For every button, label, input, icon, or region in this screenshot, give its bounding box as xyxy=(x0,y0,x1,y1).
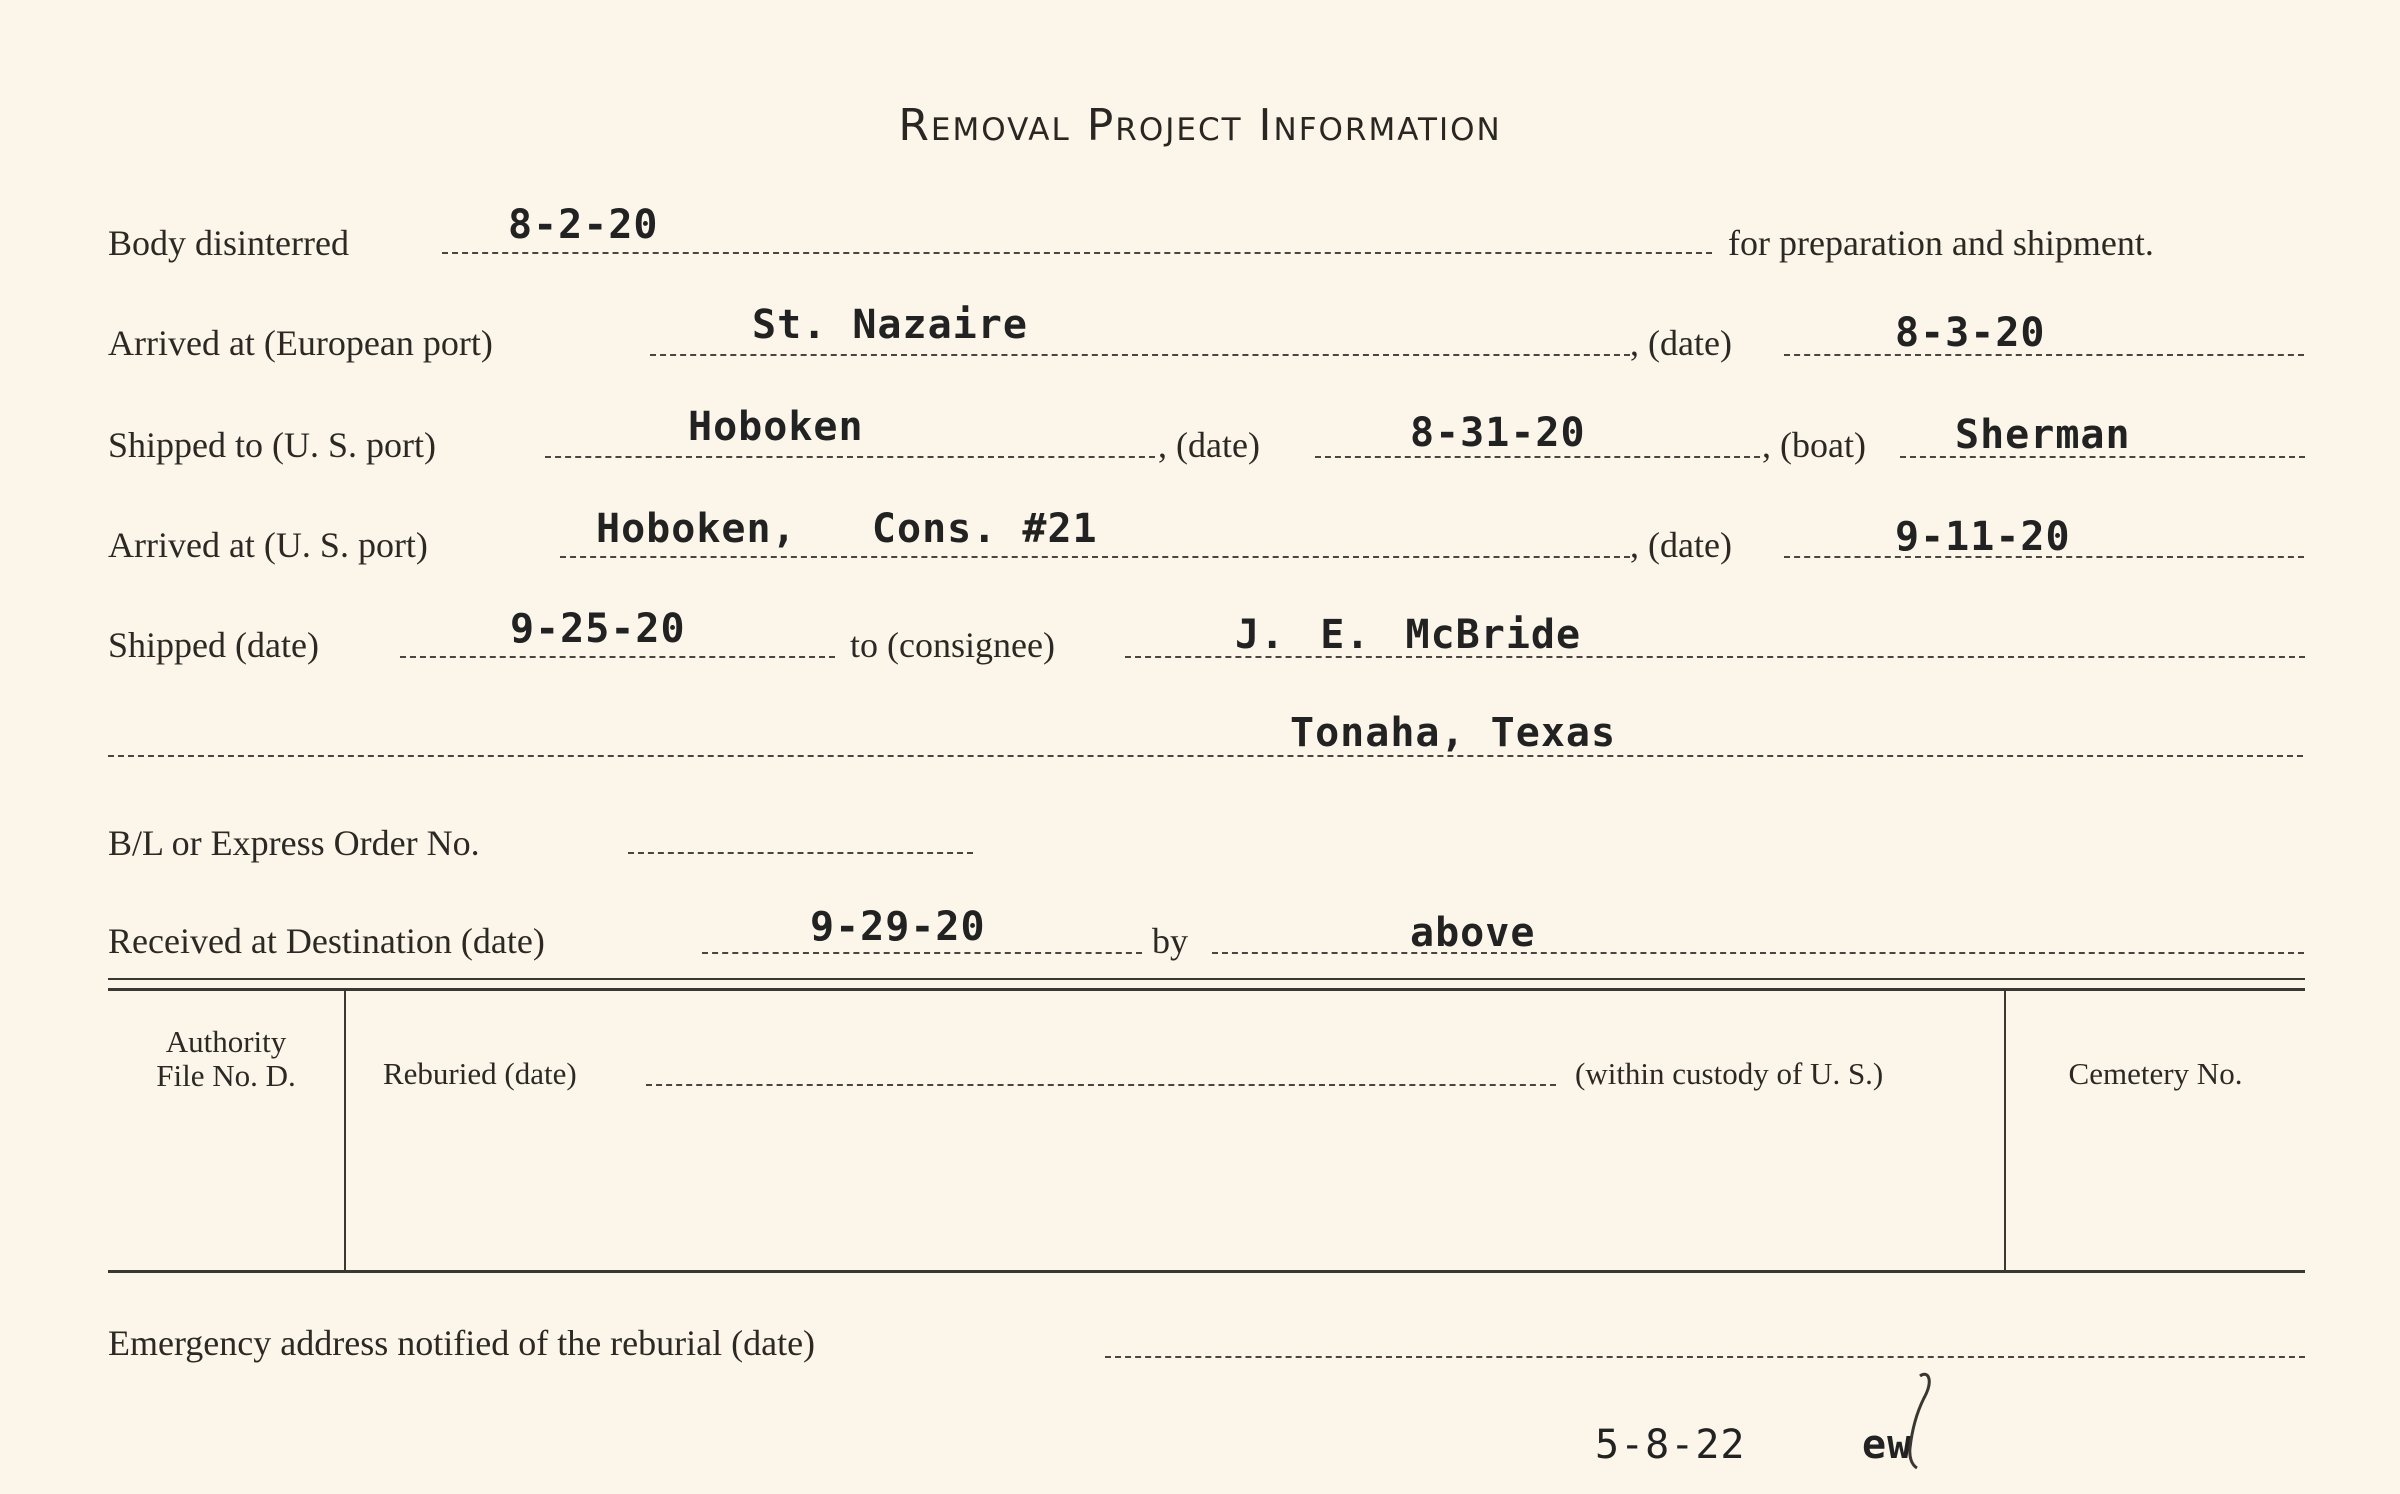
shipped-us-date-label: , (date) xyxy=(1158,425,1260,465)
cemetery-label: Cemetery No. xyxy=(2068,1056,2243,1091)
arrived-eu-label: Arrived at (European port) xyxy=(108,323,493,363)
received-label: Received at Destination (date) xyxy=(108,921,545,961)
authority-label-1: Authority xyxy=(165,1024,287,1059)
authority-label-2: File No. D. xyxy=(156,1058,296,1093)
shipped-us-date-line xyxy=(1315,456,1760,458)
shipped-label: Shipped (date) xyxy=(108,625,319,665)
emergency-stamp-date: 5-8-22 xyxy=(1595,1422,1746,1468)
arrived-us-date: 9-11-20 xyxy=(1895,514,2071,560)
table-divider-left xyxy=(344,991,346,1270)
initials-text: ew xyxy=(1862,1422,1913,1468)
shipped-us-line xyxy=(545,456,1155,458)
initials-flourish xyxy=(1862,1370,1952,1470)
shipped-us-boat-label: , (boat) xyxy=(1762,425,1866,465)
disinterred-value: 8-2-20 xyxy=(508,202,659,248)
disinterred-suffix: for preparation and shipment. xyxy=(1728,223,2154,263)
received-value: 9-29-20 xyxy=(810,904,986,950)
arrived-us-line xyxy=(560,556,1630,558)
received-by-label: by xyxy=(1152,921,1188,961)
received-by-line xyxy=(1212,952,2304,954)
table-top-rule-2 xyxy=(108,988,2305,991)
shipped-us-date: 8-31-20 xyxy=(1410,410,1586,456)
disinterred-line xyxy=(442,252,1712,254)
table-top-rule-1 xyxy=(108,978,2305,980)
address-value: Tonaha, Texas xyxy=(1290,710,1617,756)
shipped-us-boat: Sherman xyxy=(1955,412,2131,458)
arrived-eu-line xyxy=(650,354,1630,356)
emergency-label: Emergency address notified of the reburial (date) xyxy=(108,1323,816,1363)
arrived-us-value: Hoboken, Cons. #21 xyxy=(596,506,1098,552)
shipped-us-label: Shipped to (U. S. port) xyxy=(108,425,436,465)
received-by-value: above xyxy=(1410,910,1536,956)
arrived-eu-value: St. Nazaire xyxy=(752,302,1028,348)
arrived-eu-date-label: , (date) xyxy=(1630,323,1732,363)
arrived-us-date-label: , (date) xyxy=(1630,525,1732,565)
arrived-us-label: Arrived at (U. S. port) xyxy=(108,525,428,565)
table-bottom-rule xyxy=(108,1270,2305,1273)
shipped-value: 9-25-20 xyxy=(510,606,686,652)
reburied-label: Reburied (date) xyxy=(383,1056,577,1091)
custody-label: (within custody of U. S.) xyxy=(1575,1056,1884,1091)
card-title: Removal Project Information xyxy=(898,100,1502,151)
bl-label: B/L or Express Order No. xyxy=(108,823,480,863)
bl-line xyxy=(628,852,973,854)
received-line xyxy=(702,952,1142,954)
emergency-line xyxy=(1105,1356,2305,1358)
address-line xyxy=(108,755,2303,757)
disinterred-label: Body disinterred xyxy=(108,223,349,263)
table-divider-right xyxy=(2004,991,2006,1270)
consignee-value: J. E. McBride xyxy=(1235,612,1582,658)
reburied-line xyxy=(646,1084,1556,1086)
arrived-eu-date: 8-3-20 xyxy=(1895,310,2046,356)
shipped-line xyxy=(400,656,835,658)
shipped-us-value: Hoboken xyxy=(688,404,864,450)
consignee-label: to (consignee) xyxy=(850,625,1055,665)
